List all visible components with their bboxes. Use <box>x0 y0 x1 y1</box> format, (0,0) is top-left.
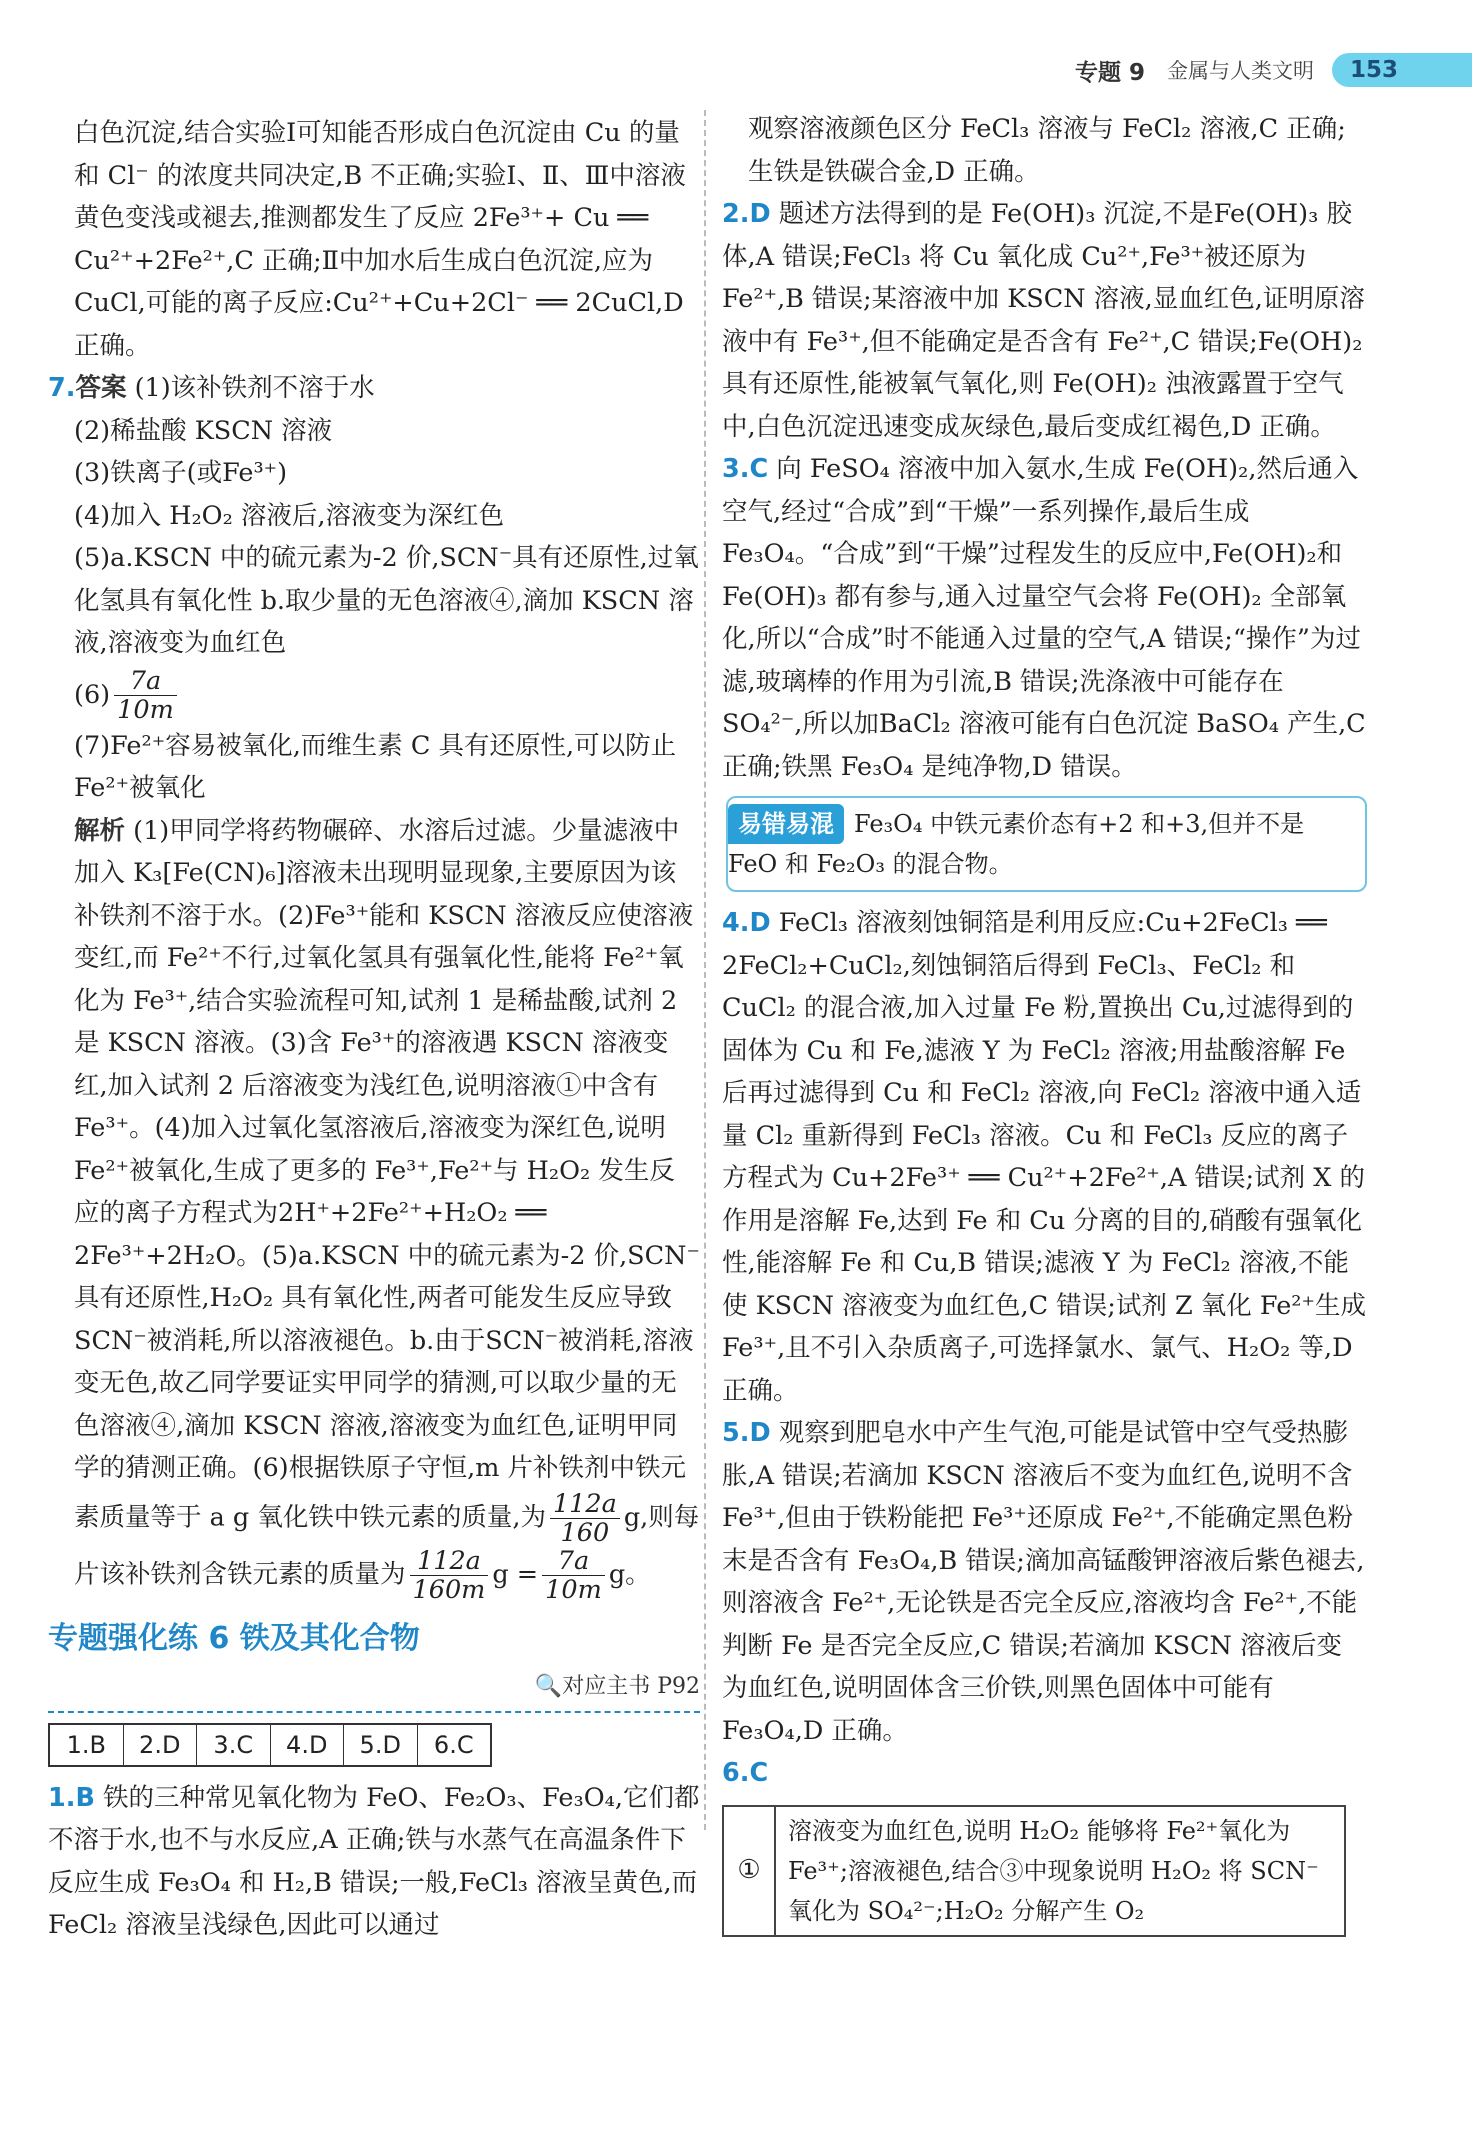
header-title: 金属与人类文明 <box>1167 59 1314 83</box>
fraction-numerator: 7a <box>114 667 177 696</box>
header-topic: 专题 9 <box>1074 59 1145 86</box>
q1-text: 铁的三种常见氧化物为 FeO、Fe₂O₃、Fe₃O₄,它们都不溶于水,也不与水反应,A 正确;铁与水蒸气在高温条件下反应生成 Fe₃O₄ 和 H₂,B 错误;一般,FeCl₃ 溶液呈黄色,而 FeCl₂ 溶液呈浅绿色,因此可以通过 <box>48 1782 700 1940</box>
q7-answer-2: (2)稀盐酸 KSCN 溶液 <box>74 415 333 446</box>
q7-answer-1: (1)该补铁剂不溶于水 <box>134 373 375 403</box>
q7-analysis-label: 解析 <box>74 815 126 846</box>
q2-explanation <box>722 193 1367 448</box>
fraction-numerator: 112a <box>550 1490 620 1519</box>
answer-cell: 3.C <box>197 1725 271 1765</box>
answer-cell: 6.C <box>433 1730 474 1759</box>
fraction-denominator: 160 <box>560 1517 610 1548</box>
q7-answer-7: (7)Fe²⁺容易被氧化,而维生素 C 具有还原性,可以防止Fe²⁺被氧化 <box>74 730 677 803</box>
q6-row-text: 溶液变为血红色,说明 H₂O₂ 能够将 Fe²⁺氧化为 Fe³⁺;溶液褪色,结合③中现象说明 H₂O₂ 将 SCN⁻氧化为 SO₄²⁻;H₂O₂ 分解产生 O₂ <box>788 1816 1319 1925</box>
q1-answer: B <box>75 1782 95 1813</box>
q4-number: 4. <box>722 908 750 938</box>
q6-table <box>722 1805 1346 1937</box>
q7-answer-3: (3)铁离子(或Fe³⁺) <box>74 458 288 488</box>
q6-number: 6. <box>722 1758 750 1788</box>
q7-analysis-eq: g = <box>492 1559 539 1589</box>
q7-analysis-text: (1)甲同学将药物碾碎、水溶后过滤。少量滤液中加入 K₃[Fe(CN)₆]溶液未出现明显现象,主要原因为该补铁剂不溶于水。(2)Fe³⁺能和 KSCN 溶液反应使溶液变红,而 Fe²⁺不行,过氧化氢具有强氧化性,能将 Fe²⁺氧化为 Fe³⁺,结合实验流程可知,试剂 1 是稀盐酸,试剂 2 是 KSCN 溶液。(3)含 Fe³⁺的溶液遇 KSCN 溶液变红,加入试剂 2 后溶液变为浅红色,说明溶液①中含有 Fe³⁺。(4)加入过氧化氢溶液后,溶液变为深红色,说明 Fe²⁺被氧化,生成了更多的 Fe³⁺,Fe²⁺与 H₂O₂ 发生反应的离子方程式为2H⁺+2Fe²⁺+H₂O₂ ══ 2Fe³⁺+2H₂O。(5)a.KSCN 中的硫元素为-2 价,SCN⁻具有还原性,H₂O₂ 具有氧化性,两者可能发生反应导致SCN⁻被消耗,所以溶液褪色。b.由于SCN⁻被消耗,溶液变无色,故乙同学要证实甲同学的猜测,可以取少量的无色溶液④,滴加 KSCN 溶液,溶液变为血红色,证明甲同学的猜测正确。(6)根据铁原子守恒,m 片补铁剂中铁元素质量等于 a g 氧化铁中铁元素的质量,为 <box>74 815 700 1532</box>
q7-answer-6-prefix: (6) <box>74 679 111 710</box>
fraction-denominator: 160m <box>412 1574 486 1605</box>
answer-table <box>48 1723 492 1767</box>
q5-explanation <box>722 1412 1367 1752</box>
error-note-text: Fe₃O₄ 中铁元素价态有+2 和+3,但并不是 FeO 和 Fe₂O₃ 的混合物。 <box>728 810 1305 878</box>
q7-number: 7. <box>48 373 76 403</box>
q3-text: 向 FeSO₄ 溶液中加入氨水,生成 Fe(OH)₂,然后通入空气,经过“合成”到“干燥”一系列操作,最后生成 Fe₃O₄。“合成”到“干燥”过程发生的反应中,Fe(OH)₂和 Fe(OH)₃ 都有参与,通入过量空气会将 Fe(OH)₂ 全部氧化,所以“合成”时不能通入过量的空气,A 错误;“操作”为过滤,玻璃棒的作用为引流,B 错误;洗涤液中可能存在 SO₄²⁻,所以加BaCl₂ 溶液可能有白色沉淀 BaSO₄ 产生,C 正确;铁黑 Fe₃O₄ 是纯净物,D 错误。 <box>722 454 1366 782</box>
search-icon: 🔍 <box>534 1674 563 1699</box>
fraction-denominator: 10m <box>117 695 174 725</box>
q2-text: 题述方法得到的是 Fe(OH)₃ 沉淀,不是Fe(OH)₃ 胶体,A 错误;FeCl₃ 将 Cu 氧化成 Cu²⁺,Fe³⁺被还原为 Fe²⁺,B 错误;某溶液中加 KSCN 溶液,显血红色,证明原溶液中有 Fe³⁺,但不能确定是否含有 Fe²⁺,C 错误;Fe(OH)₂具有还原性,能被氧气氧化,则 Fe(OH)₂ 浊液露置于空气中,白色沉淀迅速变成灰绿色,最后变成红褐色,D 正确。 <box>722 199 1365 442</box>
page-number: 153 <box>1332 53 1472 87</box>
right-column <box>722 108 1367 1937</box>
q3-answer: C <box>749 454 769 484</box>
q4-explanation <box>722 902 1367 1412</box>
q7-analysis-mid: g,则每片该补铁剂含铁元素的质量为 <box>74 1502 700 1589</box>
q5-answer: D <box>749 1418 771 1448</box>
fraction-numerator: 112a <box>410 1547 489 1576</box>
page-header <box>1075 52 1472 88</box>
answer-cell: 4.D <box>271 1725 345 1765</box>
analysis-fraction-1 <box>550 1490 620 1547</box>
q7-answer-header <box>48 367 700 410</box>
q4-text: FeCl₃ 溶液刻蚀铜箔是利用反应:Cu+2FeCl₃ ══ 2FeCl₂+CuCl₂,刻蚀铜箔后得到 FeCl₃、FeCl₂ 和 CuCl₂ 的混合液,加入过量 Fe 粉,置换出 Cu,过滤得到的固体为 Cu 和 Fe,滤液 Y 为 FeCl₂ 溶液;用盐酸溶解 Fe 后再过滤得到 Cu 和 FeCl₂ 溶液,向 FeCl₂ 溶液中通入适量 Cl₂ 重新得到 FeCl₃ 溶液。Cu 和 FeCl₃ 反应的离子方程式为 Cu+2Fe³⁺ ══ Cu²⁺+2Fe²⁺,A 错误;试剂 X 的作用是溶解 Fe,达到 Fe 和 Cu 分离的目的,硝酸有强氧化性,能溶解 Fe 和 Cu,B 错误;滤液 Y 为 FeCl₂ 溶液,不能使 KSCN 溶液变为血红色,C 错误;试剂 Z 氧化 Fe²⁺生成 Fe³⁺,且不引入杂质离子,可选择氯水、氯气、H₂O₂ 等,D 正确。 <box>722 908 1366 1406</box>
section-rule <box>48 1711 700 1713</box>
analysis-fraction-2 <box>410 1547 489 1604</box>
q7-answer-label: 答案 <box>75 373 127 403</box>
q3-number: 3. <box>722 454 750 484</box>
q7-analysis <box>48 810 700 1604</box>
q6-row-number: ① <box>724 1807 776 1935</box>
q3-explanation <box>722 448 1367 788</box>
q2-number: 2. <box>722 199 750 229</box>
q1-explanation <box>48 1777 700 1947</box>
analysis-fraction-3 <box>542 1547 605 1604</box>
fraction-numerator: 7a <box>542 1547 605 1576</box>
q4-answer: D <box>749 908 771 938</box>
q1-number: 1. <box>48 1782 76 1813</box>
error-note-box <box>726 796 1367 892</box>
q7-answer-5: (5)a.KSCN 中的硫元素为-2 价,SCN⁻具有还原性,过氧化氢具有氧化性 b.取少量的无色溶液④,滴加 KSCN 溶液,溶液变为血红色 <box>74 543 699 658</box>
q2-answer: D <box>749 199 771 229</box>
q1-continued: 观察溶液颜色区分 FeCl₃ 溶液与 FeCl₂ 溶液,C 正确;生铁是铁碳合金,D 正确。 <box>748 114 1346 187</box>
section-title: 专题强化练 6 铁及其化合物 <box>48 1620 420 1656</box>
q6-header <box>722 1752 1367 1795</box>
q7-analysis-end: g。 <box>608 1559 651 1589</box>
q7-answer-6-fraction <box>114 667 177 724</box>
q5-text: 观察到肥皂水中产生气泡,可能是试管中空气受热膨胀,A 错误;若滴加 KSCN 溶液后不变为血红色,说明不含 Fe³⁺,但由于铁粉能把 Fe³⁺还原成 Fe²⁺,不能确定黑色粉末是否含有 Fe₃O₄,B 错误;滴加高锰酸钾溶液后紫色褪去,则溶液含 Fe²⁺,无论铁是否完全反应,溶液均含 Fe²⁺,不能判断 Fe 是否完全反应,C 错误;若滴加 KSCN 溶液后变为血红色,说明固体含三价铁,则黑色固体中可能有 Fe₃O₄,D 正确。 <box>722 1418 1365 1746</box>
q7-answer-4: (4)加入 H₂O₂ 溶液后,溶液变为深红色 <box>74 500 505 531</box>
answer-cell: 1.B <box>50 1725 124 1765</box>
left-column <box>48 112 700 1947</box>
answer-cell: 5.D <box>344 1725 418 1765</box>
fraction-denominator: 10m <box>545 1574 602 1605</box>
answer-cell: 2.D <box>124 1725 198 1765</box>
q6-continued-paragraph: 白色沉淀,结合实验Ⅰ可知能否形成白色沉淀由 Cu 的量和 Cl⁻ 的浓度共同决定,B 不正确;实验Ⅰ、Ⅱ、Ⅲ中溶液黄色变浅或褪去,推测都发生了反应 2Fe³⁺+ Cu ══ Cu²⁺+2Fe²⁺,C 正确;Ⅱ中加水后生成白色沉淀,应为 CuCl,可能的离子反应:Cu²⁺+Cu+2Cl⁻ ══ 2CuCl,D 正确。 <box>74 118 686 361</box>
q5-number: 5. <box>722 1418 750 1448</box>
q6-answer: C <box>749 1758 769 1788</box>
reference-text: 对应主书 P92 <box>562 1674 700 1699</box>
error-note-tag: 易错易混 <box>728 804 844 844</box>
q7-answer-6 <box>48 665 700 725</box>
column-divider <box>704 110 706 1830</box>
reference-link[interactable] <box>48 1666 700 1709</box>
